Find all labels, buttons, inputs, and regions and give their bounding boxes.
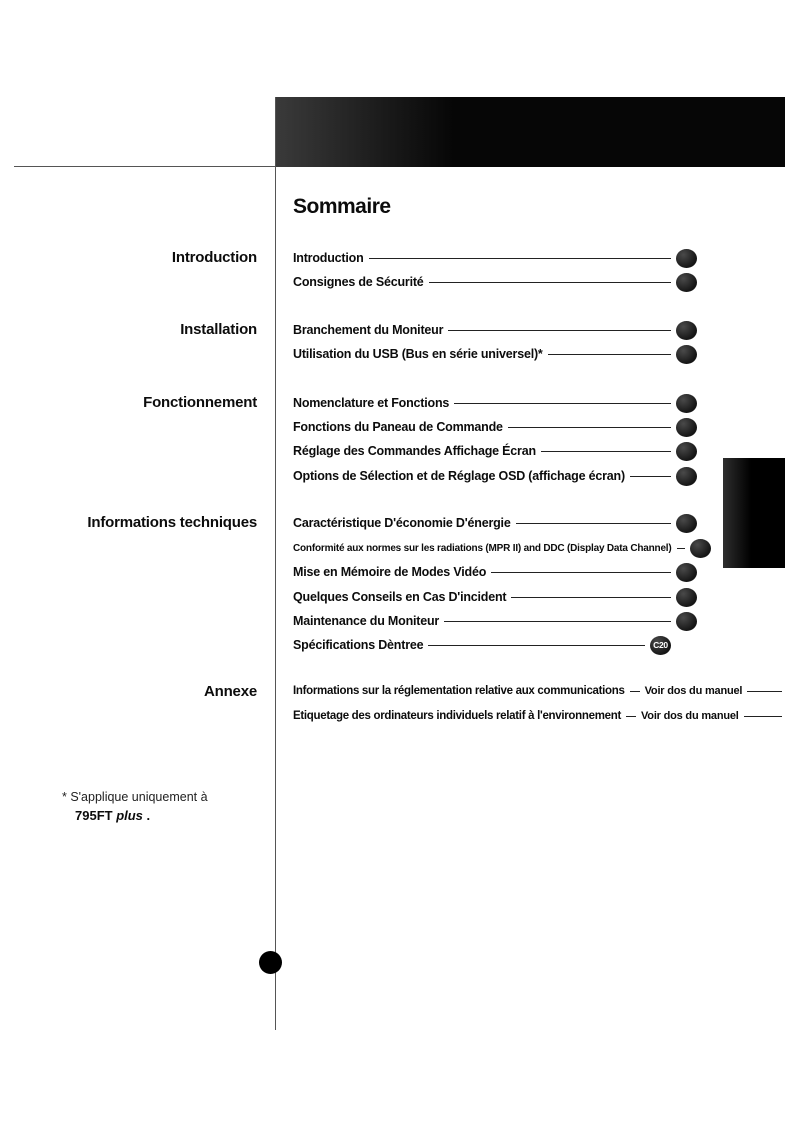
toc-item-label: Introduction — [293, 251, 364, 265]
toc-item[interactable] — [293, 681, 787, 701]
toc-item-label: Informations sur la réglementation relative aux communications — [293, 685, 625, 697]
header-black-bar — [276, 97, 785, 167]
page-badge — [676, 612, 697, 631]
page-badge — [676, 418, 697, 437]
toc-item-label: Maintenance du Moniteur — [293, 614, 440, 628]
toc-item-label: Branchement du Moniteur — [293, 323, 444, 337]
toc-item-label: Etiquetage des ordinateurs individuels relatif à l'environnement — [293, 710, 621, 722]
page-badge — [676, 514, 697, 533]
section-label-annexe: Annexe — [204, 683, 257, 700]
toc-item-label: Quelques Conseils en Cas D'incident — [293, 590, 507, 604]
leader-line — [448, 330, 671, 331]
toc-item[interactable] — [293, 513, 697, 533]
toc-item[interactable] — [293, 611, 697, 631]
footnote-line2 — [75, 808, 150, 823]
leader-line — [429, 282, 671, 283]
page-badge — [676, 442, 697, 461]
toc-item[interactable] — [293, 441, 697, 461]
toc-item-label: Consignes de Sécurité — [293, 275, 424, 289]
leader-line — [677, 548, 685, 549]
toc-item[interactable] — [293, 272, 697, 292]
section-label-fonctionnement: Fonctionnement — [143, 394, 257, 411]
toc-item-label: Options de Sélection et de Réglage OSD (affichage écran) — [293, 469, 625, 483]
leader-line — [548, 354, 671, 355]
leader-line — [516, 523, 671, 524]
toc-item-label: Spécifications Dèntree — [293, 638, 424, 652]
toc-item[interactable] — [293, 417, 697, 437]
toc-item-note: Voir dos du manuel — [640, 710, 739, 722]
toc-item[interactable] — [293, 320, 697, 340]
horizontal-rule — [14, 166, 276, 167]
toc-item-label: Mise en Mémoire de Modes Vidéo — [293, 565, 487, 579]
toc-item-label: Utilisation du USB (Bus en série universel)* — [293, 347, 543, 361]
page-badge — [676, 321, 697, 340]
leader-line — [511, 597, 671, 598]
leader-line — [444, 621, 671, 622]
page-badge — [676, 394, 697, 413]
footnote-line1: * S'applique uniquement à — [62, 790, 208, 804]
toc-item-label: Réglage des Commandes Affichage Écran — [293, 444, 536, 458]
section-label-introduction: Introduction — [171, 249, 257, 266]
leader-line — [626, 716, 636, 717]
leader-line — [541, 451, 671, 452]
leader-line — [508, 427, 671, 428]
toc-item-label: Nomenclature et Fonctions — [293, 396, 450, 410]
toc-item[interactable] — [293, 706, 787, 726]
page-badge — [676, 467, 697, 486]
toc-item-note: Voir dos du manuel — [644, 685, 743, 697]
leader-line — [744, 716, 782, 717]
page-badge: C20 — [650, 636, 671, 655]
vertical-rule — [275, 97, 276, 1030]
section-label-installation: Installation — [180, 321, 257, 338]
page-badge — [676, 563, 697, 582]
leader-line — [428, 645, 645, 646]
page-dot — [259, 951, 282, 974]
toc-item[interactable] — [293, 562, 697, 582]
toc-item-label: Caractéristique D'économie D'énergie — [293, 516, 511, 530]
toc-item[interactable] — [293, 344, 697, 364]
leader-line — [630, 476, 671, 477]
leader-line — [747, 691, 782, 692]
leader-line — [454, 403, 671, 404]
section-label-informations-techniques: Informations techniques — [87, 514, 257, 531]
toc-item[interactable] — [293, 587, 697, 607]
page-badge — [676, 249, 697, 268]
page-badge — [676, 345, 697, 364]
leader-line — [369, 258, 671, 259]
footnote-model-suffix: plus — [116, 808, 143, 823]
footnote-period: . — [142, 808, 151, 823]
page-badge — [690, 539, 711, 558]
leader-line — [491, 572, 671, 573]
footnote-model: 795FT — [75, 808, 117, 823]
toc-item[interactable] — [293, 466, 697, 486]
toc-item[interactable] — [293, 248, 697, 268]
toc-item-label: Conformité aux normes sur les radiations (MPR II) and DDC (Display Data Channel) — [293, 542, 672, 554]
page-title: Sommaire — [293, 195, 391, 218]
page-badge — [676, 588, 697, 607]
leader-line — [630, 691, 640, 692]
decorative-black-panel — [723, 458, 785, 568]
toc-item-label: Fonctions du Paneau de Commande — [293, 420, 503, 434]
toc-item[interactable] — [293, 635, 671, 655]
toc-item[interactable] — [293, 538, 697, 558]
page-badge — [676, 273, 697, 292]
toc-item[interactable] — [293, 393, 697, 413]
